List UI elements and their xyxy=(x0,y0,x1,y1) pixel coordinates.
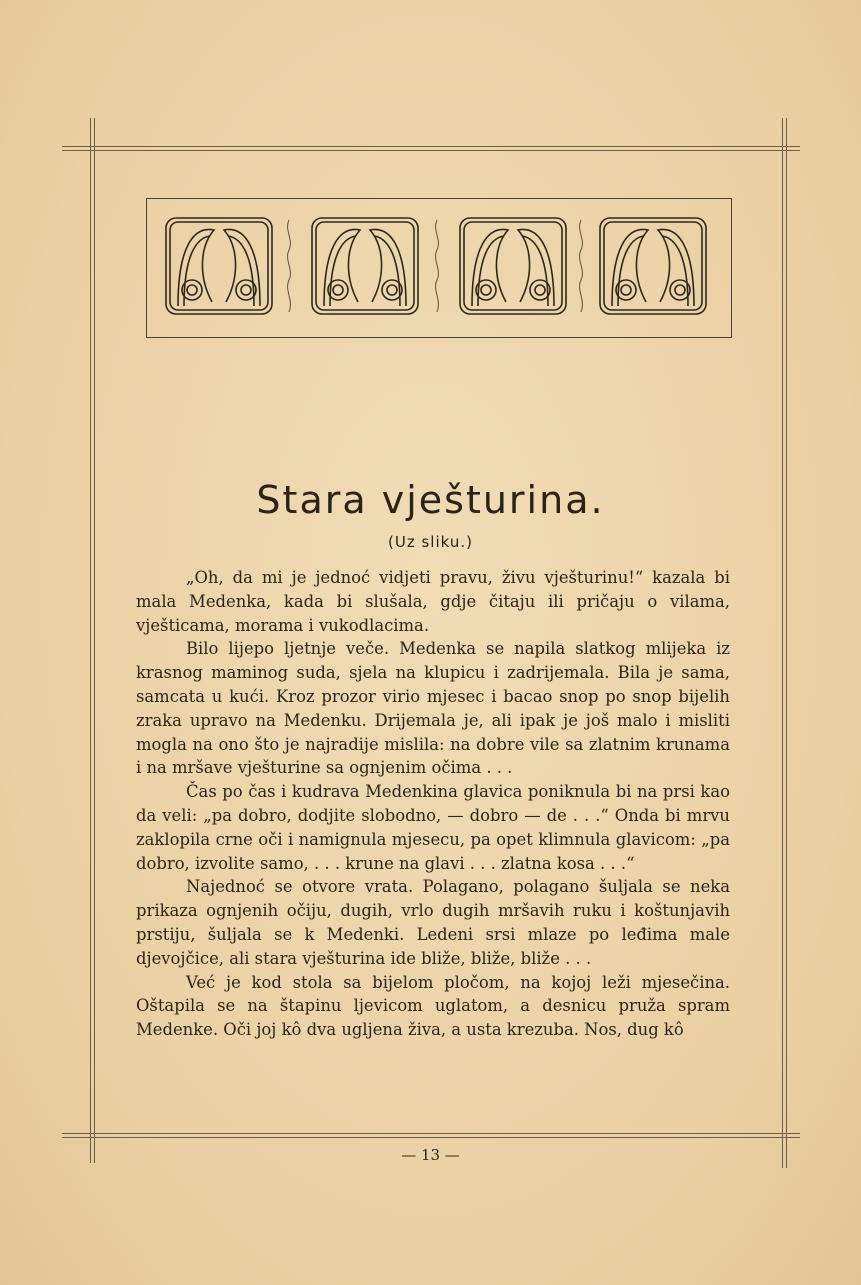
ornament-header xyxy=(146,198,732,340)
art-nouveau-ornament-icon xyxy=(598,216,708,316)
paragraph: Bilo lijepo ljetnje veče. Medenka se napila slatkog mlijeka iz krasnog maminog suda, sjela na klupicu i zadrijemala. Bila je sama, samcata u kući. Kroz prozor virio mjesec i bacao snop po snop bijelih zraka upravo na Medenku. Drijemala je, ali ipak je još malo i misliti mogla na ono što je najradije mislila: na dobre vile sa zlatnim krunama i na mršave vješturine sa ognjenim očima . . . xyxy=(136,639,730,778)
frame-right-rule xyxy=(782,118,783,1168)
frame-left-rule xyxy=(90,118,91,1163)
story-text xyxy=(136,566,730,1042)
frame-top-rule-2 xyxy=(62,150,800,151)
art-nouveau-ornament-icon xyxy=(164,216,274,316)
frame-right-rule-2 xyxy=(786,118,787,1168)
frame-left-rule-2 xyxy=(94,118,95,1163)
art-nouveau-ornament-icon xyxy=(458,216,568,316)
frame-bottom-rule xyxy=(62,1133,800,1134)
divider-ornament-icon xyxy=(574,218,588,314)
divider-ornament-icon xyxy=(430,218,444,314)
paragraph: Čas po čas i kudrava Medenkina glavica poniknula bi na prsi kao da veli: „pa dobro, dodjite slobodno, — dobro — de . . .“ Onda bi mrvu zaklopila crne oči i namignula mjesecu, pa opet klimnula glavicom: „pa dobro, izvolite samo, . . . krune na glavi . . . zlatna kosa . . .“ xyxy=(136,782,730,873)
paragraph: Najednoć se otvore vrata. Polagano, polagano šuljala se neka prikaza ognjenih očiju, dugih, vrlo dugih mršavih ruku i koštunjavih prstiju, šuljala se k Medenki. Ledeni srsi mlaze po leđima male djevojčice, ali stara vješturina ide bliže, bliže, bliže . . . xyxy=(136,877,730,968)
frame-top-rule xyxy=(62,146,800,147)
art-nouveau-ornament-icon xyxy=(310,216,420,316)
page-title: Stara vješturina. xyxy=(256,478,605,522)
paragraph: „Oh, da mi je jednoć vidjeti pravu, živu vješturinu!“ kazala bi mala Medenka, kada bi slušala, gdje čitaju ili pričaju o vilama, vješticama, morama i vukodlacima. xyxy=(136,568,730,635)
page-subtitle: (Uz sliku.) xyxy=(388,533,473,551)
page-number: — 13 — xyxy=(401,1146,460,1164)
divider-ornament-icon xyxy=(282,218,296,314)
paragraph: Već je kod stola sa bijelom pločom, na kojoj leži mjesečina. Oštapila se na štapinu ljevicom uglatom, a desnicu pruža spram Medenke. Oči joj kô dva ugljena živa, a usta krezuba. Nos, dug kô xyxy=(136,972,730,1040)
frame-bottom-rule-2 xyxy=(62,1137,800,1138)
